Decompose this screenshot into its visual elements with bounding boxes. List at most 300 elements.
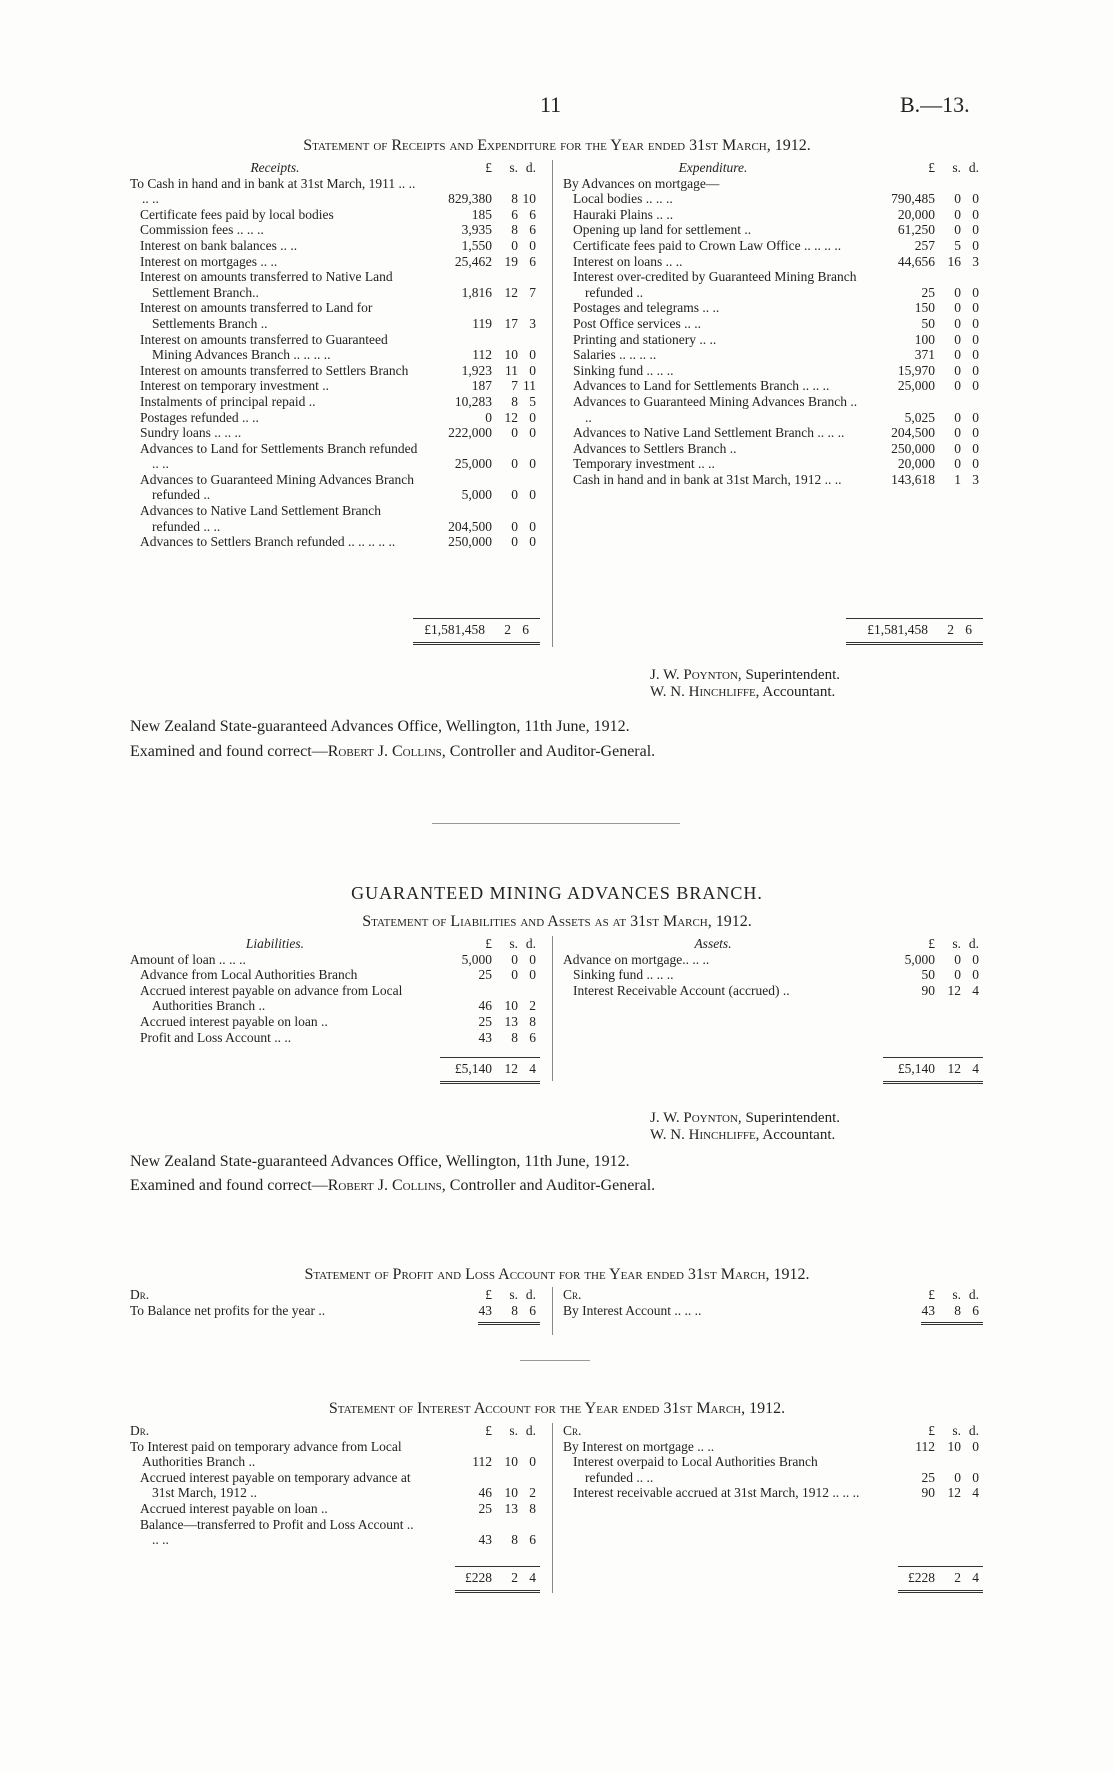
account-row — [130, 472, 540, 503]
account-row — [563, 300, 983, 316]
account-row — [130, 1517, 540, 1548]
superintendent-name: J. W. Poynton, — [650, 1110, 742, 1126]
auditor-name: Robert J. Collins, — [327, 743, 446, 760]
entry-shillings: 8 — [511, 222, 518, 238]
account-row — [130, 503, 540, 534]
shillings-heading: s. — [509, 160, 518, 175]
entry-description: Cash in hand and in bank at 31st March, 1912 .. .. — [573, 471, 842, 487]
entry-description: Sinking fund .. .. .. — [573, 967, 674, 983]
signature-block — [650, 1110, 840, 1144]
entry-pence: 6 — [529, 222, 536, 238]
total-shillings: 2 — [947, 622, 954, 637]
total-pounds: £5,140 — [454, 1061, 492, 1076]
shillings-heading: s. — [952, 1287, 961, 1302]
profit-loss-credit — [563, 1287, 983, 1318]
entry-description: Accrued interest payable on loan .. — [140, 1013, 328, 1029]
account-row — [563, 191, 983, 207]
entry-description: Postages and telegrams .. .. — [573, 300, 720, 316]
interest-debit — [130, 1423, 540, 1548]
entry-pence: 0 — [972, 1469, 979, 1485]
entry-shillings: 19 — [504, 253, 518, 269]
assets-table — [563, 936, 983, 998]
account-row — [563, 332, 983, 348]
expenditure-table — [563, 160, 983, 487]
entry-pence: 8 — [529, 1013, 536, 1029]
entry-pence: 3 — [529, 315, 536, 331]
entry-shillings: 8 — [954, 1302, 961, 1318]
entry-description: Temporary investment .. .. — [573, 456, 715, 472]
entry-shillings: 5 — [954, 237, 961, 253]
account-row — [130, 269, 540, 300]
total-pence: 4 — [972, 1061, 979, 1076]
account-row — [563, 472, 983, 488]
entry-shillings: 0 — [954, 440, 961, 456]
account-row — [130, 1014, 540, 1030]
entry-shillings: 10 — [504, 1454, 518, 1470]
entry-pounds: 112 — [472, 1454, 492, 1470]
entry-pence: 0 — [529, 518, 536, 534]
entry-shillings: 10 — [504, 1485, 518, 1501]
entry-pounds: 20,000 — [897, 456, 935, 472]
section-divider — [520, 1360, 590, 1361]
entry-description: Interest on loans .. .. — [573, 253, 683, 269]
entry-description: Accrued interest payable on temporary advance at 31st March, 1912 .. — [140, 1469, 411, 1501]
account-row — [563, 363, 983, 379]
entry-pence: 6 — [529, 206, 536, 222]
expenditure-column — [563, 160, 983, 487]
expenditure-total — [846, 618, 983, 645]
entry-pence: 0 — [972, 300, 979, 316]
entry-pounds: 790,485 — [891, 191, 935, 207]
receipts-heading: Receipts. — [250, 160, 300, 175]
entry-pence: 3 — [972, 471, 979, 487]
entry-shillings: 0 — [511, 425, 518, 441]
entry-pounds: 204,500 — [448, 518, 492, 534]
superintendent-role: Superintendent. — [745, 1110, 841, 1126]
entry-description: Instalments of principal repaid .. — [140, 393, 316, 409]
accountant-role: Accountant. — [762, 1127, 836, 1143]
entry-shillings: 0 — [954, 206, 961, 222]
entry-pounds: 46 — [478, 998, 492, 1014]
entry-pounds: 257 — [914, 237, 935, 253]
entry-description: By Advances on mortgage— — [563, 175, 720, 191]
entry-shillings: 0 — [511, 487, 518, 503]
entry-description: Local bodies .. .. .. — [573, 191, 673, 207]
entry-pounds: 25,000 — [897, 378, 935, 394]
total-pence: 4 — [529, 1061, 536, 1076]
entry-shillings: 0 — [954, 951, 961, 967]
total-pence: 6 — [522, 622, 529, 637]
audit-prefix: Examined and found correct— — [130, 1177, 328, 1194]
entry-pounds: 25 — [478, 1013, 492, 1029]
entry-pounds: 5,000 — [904, 951, 935, 967]
entry-pence: 0 — [972, 206, 979, 222]
entry-pounds: 25,000 — [454, 456, 492, 472]
account-row — [130, 534, 540, 550]
entry-description: Accrued interest payable on advance from Local Authorities Branch .. — [140, 982, 403, 1014]
auditor-role: Controller and Auditor-General. — [449, 1177, 656, 1194]
total-shillings: 2 — [511, 1570, 518, 1585]
entry-description: Interest on amounts transferred to Land for Settlements Branch .. — [140, 300, 373, 331]
entry-pence: 0 — [972, 456, 979, 472]
entry-pounds: 185 — [471, 206, 492, 222]
entry-shillings: 12 — [947, 982, 961, 998]
entry-pounds: 5,000 — [461, 951, 492, 967]
account-row — [563, 1303, 983, 1319]
liabilities-heading: Liabilities. — [245, 936, 305, 951]
entry-description: Advances to Settlers Branch .. — [573, 440, 737, 456]
entry-shillings: 0 — [511, 237, 518, 253]
total-pence: 4 — [529, 1570, 536, 1585]
account-row — [563, 983, 983, 999]
pence-heading: d. — [525, 160, 536, 175]
entry-shillings: 8 — [511, 191, 518, 207]
shillings-heading: s. — [509, 936, 518, 951]
entry-shillings: 0 — [954, 456, 961, 472]
account-row — [563, 952, 983, 968]
entry-pounds: 204,500 — [891, 425, 935, 441]
double-rule — [478, 1322, 540, 1325]
total-pounds: £5,140 — [897, 1061, 935, 1076]
pounds-heading: £ — [485, 936, 492, 951]
account-row — [563, 394, 983, 425]
accountant-role: Accountant. — [762, 684, 836, 700]
entry-pence: 0 — [529, 951, 536, 967]
account-row — [563, 207, 983, 223]
account-row — [563, 176, 983, 192]
shillings-heading: s. — [509, 1287, 518, 1302]
total-shillings: 12 — [947, 1061, 961, 1076]
entry-pence: 0 — [529, 534, 536, 550]
pence-heading: d. — [968, 160, 979, 175]
shillings-heading: s. — [952, 1423, 961, 1438]
entry-description: Interest on amounts transferred to Settlers Branch — [140, 362, 409, 378]
pence-heading: d. — [525, 1287, 536, 1302]
account-row — [130, 1439, 540, 1470]
shillings-heading: s. — [952, 936, 961, 951]
entry-pence: 7 — [529, 284, 536, 300]
statement-liabilities-assets-title: Statement of Liabilities and Assets as at 31st March, 1912. — [362, 913, 752, 930]
entry-pounds: 25,462 — [454, 253, 492, 269]
auditor-role: Controller and Auditor-General. — [449, 743, 656, 760]
shillings-heading: s. — [952, 160, 961, 175]
entry-pence: 0 — [972, 222, 979, 238]
total-pence: 6 — [965, 622, 972, 637]
entry-pounds: 100 — [914, 331, 935, 347]
entry-pounds: 15,970 — [897, 362, 935, 378]
entry-description: Printing and stationery .. .. — [573, 331, 717, 347]
entry-pence — [961, 176, 983, 192]
entry-description: To Balance net profits for the year .. — [130, 1302, 326, 1318]
profit-loss-debit-table — [130, 1287, 540, 1318]
entry-description: Accrued interest payable on loan .. — [140, 1500, 328, 1516]
entry-pounds: 119 — [472, 315, 492, 331]
entry-pounds: 43 — [921, 1302, 935, 1318]
statement-profit-loss-title: Statement of Profit and Loss Account for the Year ended 31st March, 1912. — [304, 1266, 810, 1283]
entry-pounds: 43 — [478, 1302, 492, 1318]
account-row — [130, 363, 540, 379]
entry-pence: 0 — [972, 967, 979, 983]
entry-description: Advances to Native Land Settlement Branch .. .. .. — [573, 425, 845, 441]
profit-loss-debit — [130, 1287, 540, 1318]
account-row — [130, 952, 540, 968]
entry-pounds: 1,816 — [461, 284, 492, 300]
entry-description: Opening up land for settlement .. — [573, 222, 752, 238]
entry-description: Interest on amounts transferred to Guaranteed Mining Advances Branch .. .. .. .. — [140, 331, 388, 363]
account-row — [130, 425, 540, 441]
entry-pounds: 44,656 — [897, 253, 935, 269]
section-divider — [432, 823, 680, 824]
entry-description: To Interest paid on temporary advance from Local Authorities Branch .. — [130, 1438, 402, 1470]
entry-shillings: 16 — [947, 253, 961, 269]
entry-pence: 0 — [972, 315, 979, 331]
entry-pence: 0 — [972, 362, 979, 378]
account-row — [130, 238, 540, 254]
entry-description: Postages refunded .. .. — [140, 409, 259, 425]
entry-shillings: 0 — [954, 222, 961, 238]
branch-heading: GUARANTEED MINING ADVANCES BRANCH. — [351, 883, 763, 903]
entry-description: Balance—transferred to Profit and Loss Account .. .. .. — [140, 1516, 414, 1548]
column-divider — [552, 1423, 553, 1593]
entry-shillings: 12 — [947, 1485, 961, 1501]
entry-pence: 8 — [529, 1500, 536, 1516]
entry-shillings: 0 — [954, 300, 961, 316]
account-row — [130, 332, 540, 363]
entry-shillings: 10 — [504, 998, 518, 1014]
entry-shillings: 0 — [954, 347, 961, 363]
accountant-name: W. N. Hinchliffe, — [650, 684, 760, 700]
double-rule — [921, 1322, 983, 1325]
account-row — [563, 238, 983, 254]
entry-pence: 4 — [972, 1485, 979, 1501]
office-dateline: New Zealand State-guaranteed Advances Office, Wellington, 11th June, 1912. — [130, 1153, 630, 1170]
entry-pence: 0 — [972, 191, 979, 207]
pounds-heading: £ — [485, 1423, 492, 1438]
total-pounds: £228 — [465, 1570, 492, 1585]
entry-pence: 2 — [529, 1485, 536, 1501]
account-row — [563, 456, 983, 472]
account-row — [563, 347, 983, 363]
receipts-table — [130, 160, 540, 550]
entry-pounds: 43 — [478, 1532, 492, 1548]
entry-shillings: 12 — [504, 284, 518, 300]
entry-pence: 6 — [972, 1302, 979, 1318]
statement-interest-account-title: Statement of Interest Account for the Year ended 31st March, 1912. — [328, 1400, 786, 1417]
entry-pence: 6 — [529, 253, 536, 269]
entry-pence: 0 — [529, 425, 536, 441]
entry-pence: 0 — [529, 409, 536, 425]
entry-shillings: 0 — [954, 331, 961, 347]
debit-label: Dr. — [130, 1287, 150, 1302]
entry-shillings: 10 — [504, 347, 518, 363]
column-divider — [552, 936, 553, 1081]
pence-heading: d. — [525, 936, 536, 951]
total-shillings: 2 — [954, 1570, 961, 1585]
account-row — [563, 269, 983, 300]
account-row — [130, 441, 540, 472]
entry-pounds: 5,025 — [904, 409, 935, 425]
entry-pence: 0 — [972, 331, 979, 347]
entry-pence: 2 — [529, 998, 536, 1014]
entry-pence: 6 — [529, 1302, 536, 1318]
pence-heading: d. — [968, 1423, 979, 1438]
entry-description: Interest on mortgages .. .. — [140, 253, 278, 269]
entry-pounds: 90 — [921, 1485, 935, 1501]
entry-pounds: 46 — [478, 1485, 492, 1501]
entry-description: Advances to Guaranteed Mining Advances Branch refunded .. — [140, 471, 415, 503]
entry-pence: 3 — [972, 253, 979, 269]
entry-pence: 0 — [529, 967, 536, 983]
entry-pounds: 187 — [471, 378, 492, 394]
account-row — [130, 394, 540, 410]
entry-pounds: 50 — [921, 315, 935, 331]
entry-pence: 0 — [529, 487, 536, 503]
entry-pence: 10 — [522, 191, 536, 207]
account-row — [563, 1454, 983, 1485]
entry-shillings: 0 — [954, 191, 961, 207]
entry-pence: 0 — [529, 237, 536, 253]
interest-credit-table — [563, 1423, 983, 1501]
entry-description: Interest on amounts transferred to Native Land Settlement Branch.. — [140, 269, 393, 300]
entry-description: Interest on temporary investment .. — [140, 378, 329, 394]
entry-shillings: 0 — [954, 362, 961, 378]
entry-shillings: 0 — [954, 315, 961, 331]
account-row — [563, 425, 983, 441]
receipts-column — [130, 160, 540, 550]
liabilities-table — [130, 936, 540, 1045]
page-number: 11 — [540, 92, 562, 117]
pence-heading: d. — [525, 1423, 536, 1438]
audit-prefix: Examined and found correct— — [130, 743, 328, 760]
entry-pence: 0 — [972, 409, 979, 425]
entry-pence: 11 — [523, 378, 536, 394]
entry-pounds: 61,250 — [897, 222, 935, 238]
entry-description: Advance from Local Authorities Branch — [140, 967, 358, 983]
entry-pounds: 25 — [478, 1500, 492, 1516]
entry-pounds: 25 — [478, 967, 492, 983]
entry-description: Amount of loan .. .. .. — [130, 951, 246, 967]
entry-pounds: 371 — [914, 347, 935, 363]
signature-block — [650, 667, 840, 701]
account-row — [130, 207, 540, 223]
entry-pounds: 25 — [921, 284, 935, 300]
total-pounds: £1,581,458 — [867, 622, 928, 637]
account-row — [130, 378, 540, 394]
entry-pence: 0 — [972, 347, 979, 363]
entry-shillings: 11 — [505, 362, 518, 378]
entry-description: Advances to Land for Settlements Branch .. .. .. — [573, 378, 830, 394]
account-row — [563, 254, 983, 270]
entry-shillings: 0 — [954, 378, 961, 394]
account-row — [563, 316, 983, 332]
entry-description: Advances to Native Land Settlement Branch refunded .. .. — [140, 503, 382, 534]
entry-pounds: 50 — [921, 967, 935, 983]
pounds-heading: £ — [928, 1423, 935, 1438]
entry-description: Advances to Guaranteed Mining Advances Branch .. .. — [573, 393, 858, 425]
entry-description: Commission fees .. .. .. — [140, 222, 264, 238]
interest-credit-total — [898, 1566, 983, 1593]
interest-debit-table — [130, 1423, 540, 1548]
audit-note — [130, 1176, 655, 1196]
entry-pence: 0 — [972, 951, 979, 967]
total-shillings: 12 — [504, 1061, 518, 1076]
credit-label: Cr. — [563, 1287, 582, 1302]
profit-loss-credit-table — [563, 1287, 983, 1318]
entry-shillings: 8 — [511, 393, 518, 409]
pounds-heading: £ — [928, 1287, 935, 1302]
entry-shillings: 1 — [954, 471, 961, 487]
entry-description: Certificate fees paid by local bodies — [140, 206, 334, 222]
entry-pence: 6 — [529, 1532, 536, 1548]
entry-pounds: 20,000 — [897, 206, 935, 222]
account-row — [130, 1030, 540, 1046]
account-row — [130, 300, 540, 331]
entry-description: Interest overpaid to Local Authorities Branch refunded .. .. — [573, 1454, 818, 1485]
entry-shillings: 7 — [511, 378, 518, 394]
accountant-name: W. N. Hinchliffe, — [650, 1127, 760, 1143]
debit-label: Dr. — [130, 1423, 150, 1438]
office-dateline: New Zealand State-guaranteed Advances Office, Wellington, 11th June, 1912. — [130, 718, 630, 735]
entry-pounds: 43 — [478, 1029, 492, 1045]
entry-pounds: 90 — [921, 982, 935, 998]
entry-description: Certificate fees paid to Crown Law Office .. .. .. .. — [573, 237, 842, 253]
entry-description: Interest receivable accrued at 31st March, 1912 .. .. .. — [573, 1485, 860, 1501]
entry-shillings: 8 — [511, 1029, 518, 1045]
entry-shillings: 0 — [954, 284, 961, 300]
account-row — [130, 967, 540, 983]
column-divider — [552, 1287, 553, 1335]
assets-total — [883, 1057, 983, 1084]
entry-pence: 0 — [972, 284, 979, 300]
entry-shillings: 0 — [511, 456, 518, 472]
assets-heading: Assets. — [694, 936, 732, 951]
account-row — [130, 983, 540, 1014]
entry-description: Interest over-credited by Guaranteed Mining Branch refunded .. — [573, 269, 857, 300]
entry-pence: 4 — [972, 982, 979, 998]
entry-pounds: 222,000 — [448, 425, 492, 441]
account-row — [563, 441, 983, 457]
entry-description: Sundry loans .. .. .. — [140, 425, 242, 441]
entry-shillings: 12 — [504, 409, 518, 425]
entry-description: Interest Receivable Account (accrued) .. — [573, 982, 790, 998]
account-row — [130, 1470, 540, 1501]
entry-pounds: 3,935 — [461, 222, 492, 238]
entry-pounds: 0 — [485, 409, 492, 425]
entry-pounds: 829,380 — [448, 191, 492, 207]
entry-pence: 0 — [972, 237, 979, 253]
entry-shillings: 0 — [954, 967, 961, 983]
assets-column — [563, 936, 983, 998]
entry-pence: 0 — [972, 1438, 979, 1454]
auditor-name: Robert J. Collins, — [327, 1177, 446, 1194]
entry-description: Advance on mortgage.. .. .. — [563, 951, 710, 967]
account-row — [130, 176, 540, 207]
entry-shillings: 0 — [511, 534, 518, 550]
entry-shillings: 17 — [504, 315, 518, 331]
entry-description: Sinking fund .. .. .. — [573, 362, 674, 378]
entry-pence: 6 — [529, 1029, 536, 1045]
pence-heading: d. — [968, 936, 979, 951]
pounds-heading: £ — [485, 160, 492, 175]
pounds-heading: £ — [485, 1287, 492, 1302]
entry-description: Advances to Land for Settlements Branch refunded .. .. — [140, 440, 418, 472]
account-row — [130, 410, 540, 426]
entry-description: Hauraki Plains .. .. — [573, 206, 674, 222]
account-row — [563, 1485, 983, 1501]
entry-description: By Interest Account .. .. .. — [563, 1302, 702, 1318]
account-row — [130, 1501, 540, 1517]
liabilities-column — [130, 936, 540, 1045]
